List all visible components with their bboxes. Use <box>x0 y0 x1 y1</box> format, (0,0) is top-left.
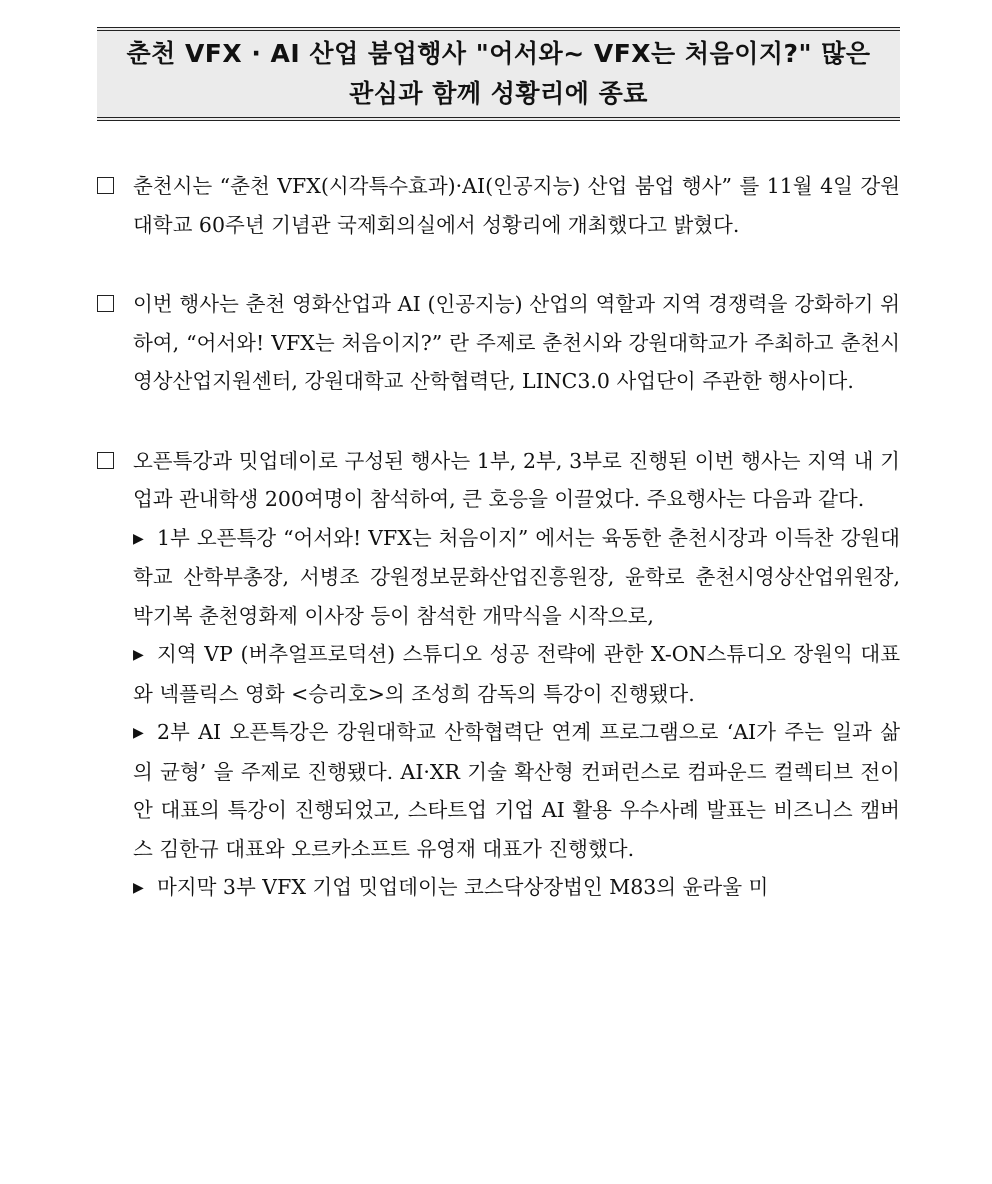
checkbox-square-icon <box>97 452 114 469</box>
triangle-right-icon: ▶ <box>133 880 144 896</box>
bullet-item-part1 <box>97 519 900 636</box>
bullet-text: 마지막 3부 VFX 기업 밋업데이는 코스닥상장법인 M83의 윤라울 미 <box>157 875 769 899</box>
paragraph-text: 오픈특강과 밋업데이로 구성된 행사는 1부, 2부, 3부로 진행된 이번 행사는 지역 내 기업과 관내학생 200여명이 참석하여, 큰 호응을 이끌었다. 주요행사는 다음과 같다. <box>133 448 900 511</box>
paragraph-event-structure <box>97 442 900 519</box>
triangle-right-icon: ▶ <box>133 725 144 741</box>
paragraph-text: 춘천시는 “춘천 VFX(시각특수효과)·AI(인공지능) 산업 붐업 행사” 를 11월 4일 강원대학교 60주년 기념관 국제회의실에서 성황리에 개최했다고 밝혔다. <box>133 174 900 237</box>
bullet-item-part2 <box>97 713 900 868</box>
bullet-item-vp-studio <box>97 635 900 713</box>
title-box <box>97 27 900 121</box>
bullet-text: 지역 VP (버추얼프로덕션) 스튜디오 성공 전략에 관한 X-ON스튜디오 장원익 대표와 넥플릭스 영화 <승리호>의 조성희 감독의 특강이 진행됐다. <box>133 642 900 706</box>
document-body <box>97 167 900 908</box>
document-title-line-2: 관심과 함께 성황리에 종료 <box>349 79 648 108</box>
bullet-text: 1부 오픈특강 “어서와! VFX는 처음이지” 에서는 육동한 춘천시장과 이득찬 강원대학교 산학부총장, 서병조 강원정보문화산업진흥원장, 윤학로 춘천시영상산업위원장, 박기복 춘천영화제 이사장 등이 참석한 개막식을 시작으로, <box>133 525 900 628</box>
paragraph-text: 이번 행사는 춘천 영화산업과 AI (인공지능) 산업의 역할과 지역 경쟁력을 강화하기 위하여, “어서와! VFX는 처음이지?” 란 주제로 춘천시와 강원대학교가 주최하고 춘천시영상산업지원센터, 강원대학교 산학협력단, LINC3.0 사업단이 주관한 행사이다. <box>133 292 900 393</box>
paragraph-event-purpose <box>97 285 900 401</box>
paragraph-event-overview <box>97 167 900 244</box>
document-title-line-1: 춘천 VFX · AI 산업 붐업행사 "어서와~ VFX는 처음이지?" 많은 <box>126 39 871 68</box>
bullet-item-part3 <box>97 868 900 908</box>
bullet-text: 2부 AI 오픈특강은 강원대학교 산학협력단 연계 프로그램으로 ‘AI가 주는 일과 삶의 균형’ 을 주제로 진행됐다. AI·XR 기술 확산형 컨퍼런스로 컴파운드 컬렉티브 전이안 대표의 특강이 진행되었고, 스타트업 기업 AI 활용 우수사례 발표는 비즈니스 캠버스 김한규 대표와 오르카소프트 유영재 대표가 진행했다. <box>133 720 900 861</box>
checkbox-square-icon <box>97 177 114 194</box>
triangle-right-icon: ▶ <box>133 647 144 663</box>
triangle-right-icon: ▶ <box>133 530 144 547</box>
checkbox-square-icon <box>97 295 114 312</box>
